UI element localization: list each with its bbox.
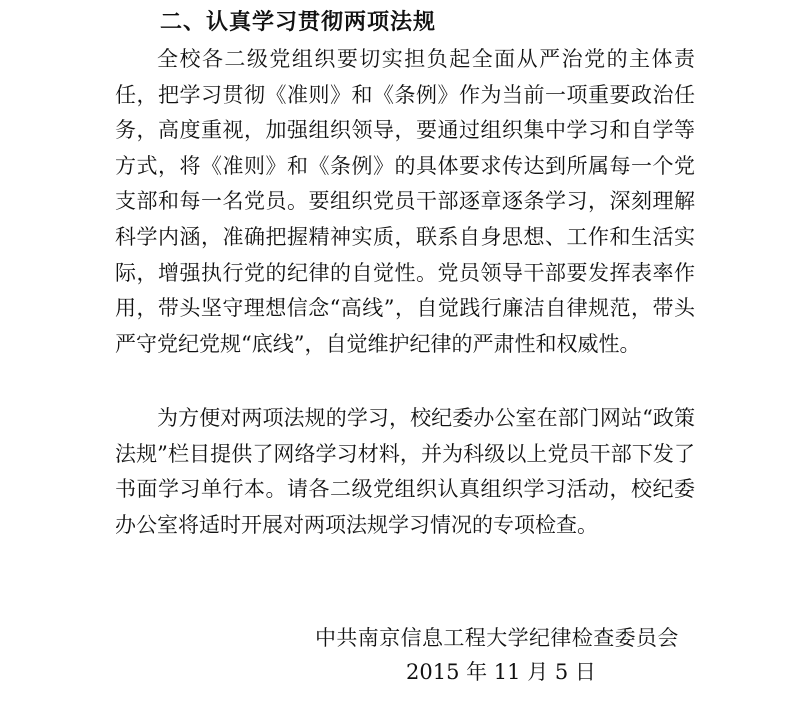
body-paragraph-2: 为方便对两项法规的学习，校纪委办公室在部门网站“政策法规”栏目提供了网络学习材料，并为科级以上党员干部下发了书面学习单行本。请各二级党组织认真组织学习活动，校纪委办公室将适时开展对两项法规学习情况的专项检查。 — [115, 406, 695, 537]
body-paragraph-1: 全校各二级党组织要切实担负起全面从严治党的主体责任，把学习贯彻《准则》和《条例》作为当前一项重要政治任务，高度重视，加强组织领导，要通过组织集中学习和自学等方式，将《准则》和《条例》的具体要求传达到所属每一个党支部和每一名党员。要组织党员干部逐章逐条学习，深刻理解科学内涵，准确把握精神实质，联系自身思想、工作和生活实际，增强执行党的纪律的自觉性。党员领导干部要发挥表率作用，带头坚守理想信念“高线”，自觉践行廉洁自律规范，带头严守党纪党规“底线”，自觉维护纪律的严肃性和权威性。 — [115, 47, 695, 356]
section-heading: 二、认真学习贯彻两项法规 — [160, 10, 437, 35]
signature-date: 2015 年 11 月 5 日 — [406, 660, 596, 684]
signature-organization: 中共南京信息工程大学纪律检查委员会 — [315, 626, 679, 650]
